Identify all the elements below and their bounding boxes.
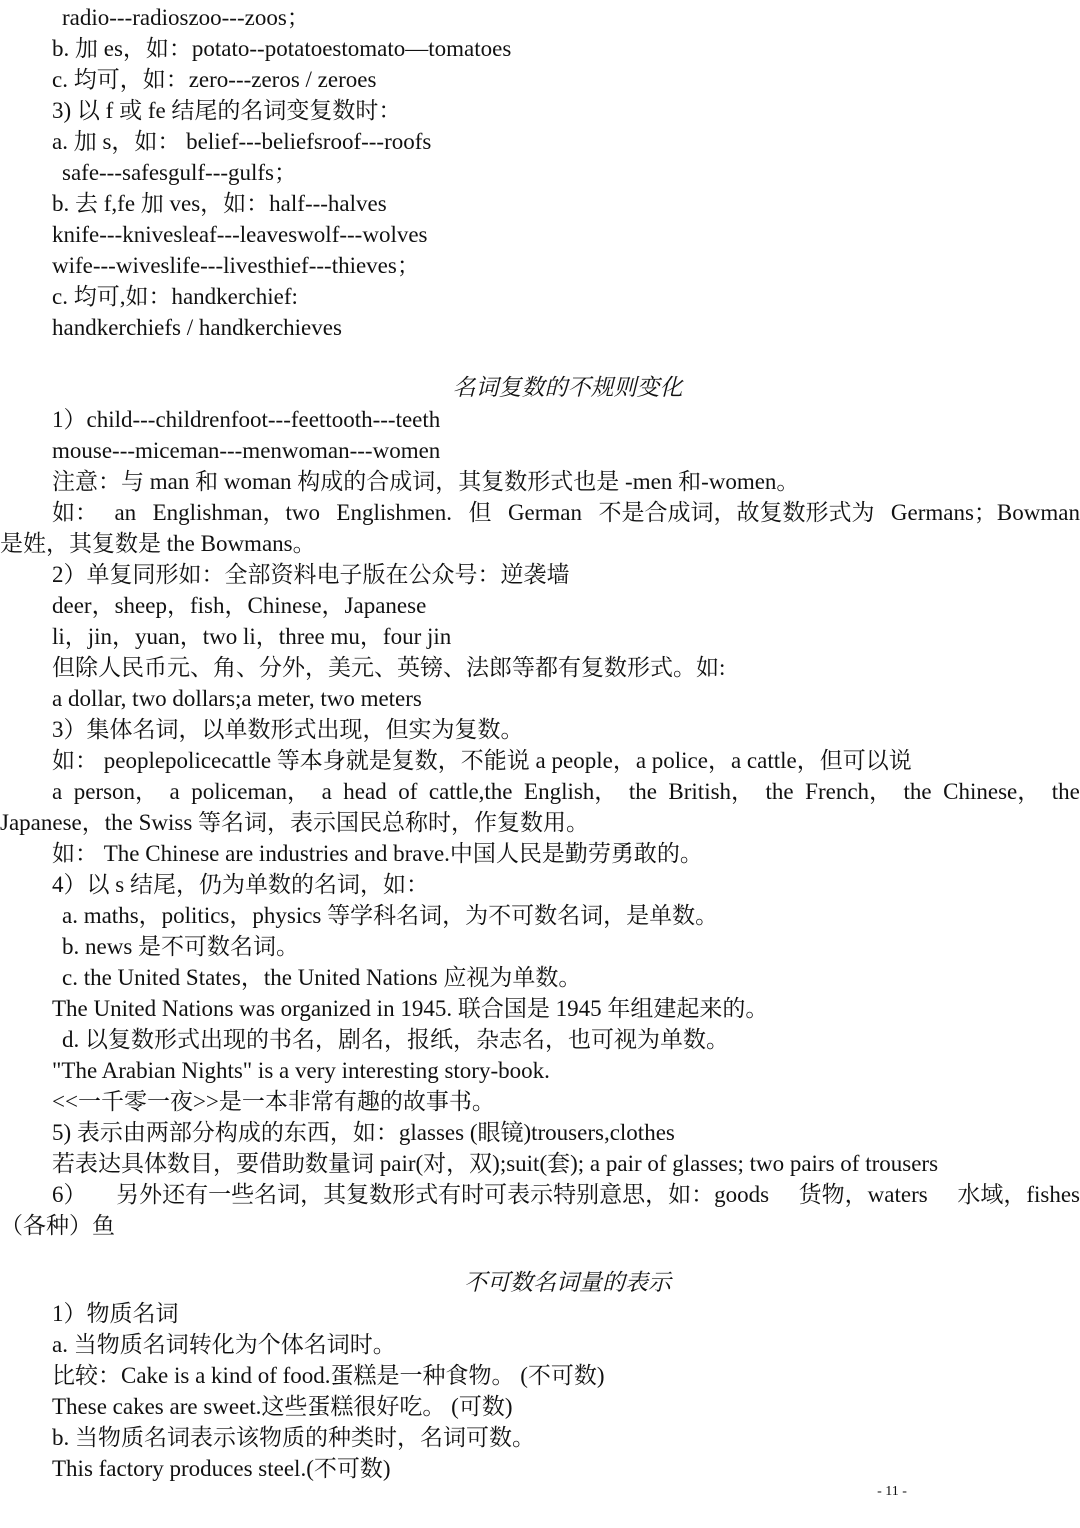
text-line: 3）集体名词，以单数形式出现，但实为复数。 — [52, 717, 524, 742]
text-line: 如： peoplepolicecattle 等本身就是复数，不能说 a people，a police，a cattle，但可以说 — [52, 748, 912, 773]
text-line: a. 加 s，如： belief---beliefsroof---roofs — [52, 129, 432, 154]
word: policeman， — [191, 779, 311, 804]
word: English， — [524, 779, 618, 804]
text-line: c. 均可，如：zero---zeros / zeroes — [52, 67, 377, 92]
text-line: d. 以复数形式出现的书名，剧名，报纸，杂志名，也可视为单数。 — [62, 1027, 729, 1052]
text-line: 比较：Cake is a kind of food.蛋糕是一种食物。 (不可数) — [52, 1363, 605, 1388]
text-line: b. 加 es，如：potato--potatoestomato—tomatoes — [52, 36, 512, 61]
word: the — [628, 779, 657, 804]
text-line: These cakes are sweet.这些蛋糕很好吃。 (可数) — [52, 1394, 513, 1419]
text-line: safe---safesgulf---gulfs； — [62, 160, 298, 185]
word: 如： — [52, 500, 98, 525]
word: an — [114, 500, 137, 525]
text-line: The United Nations was organized in 1945. 联合国是 1945 年组建起来的。 — [52, 996, 769, 1021]
word: 货物，waters — [798, 1182, 928, 1207]
word: Chinese， — [943, 779, 1041, 804]
word: 但 — [468, 500, 492, 525]
word: the — [1051, 779, 1080, 804]
word: head — [343, 779, 387, 804]
text-line: 是姓，其复数是 the Bowmans。 — [0, 531, 316, 556]
word: Germans；Bowman — [890, 500, 1080, 525]
text-line: a. 当物质名词转化为个体名词时。 — [52, 1332, 396, 1357]
word: 另外还有一些名词，其复数形式有时可表示特别意思，如：goods — [116, 1182, 770, 1207]
word: cattle,the — [428, 779, 513, 804]
text-line: 1）物质名词 — [52, 1301, 179, 1326]
text-line: 5) 表示由两部分构成的东西，如：glasses (眼镜)trousers,clothes — [52, 1120, 675, 1145]
word: a — [169, 779, 180, 804]
word: Englishman，two — [152, 500, 320, 525]
text-line: knife---knivesleaf---leaveswolf---wolves — [52, 222, 428, 247]
text-line: c. the United States，the United Nations 应视为单数。 — [62, 965, 582, 990]
text-line: 1）child---childrenfoot---feettooth---teeth — [52, 407, 441, 432]
text-line: 3) 以 f 或 fe 结尾的名词变复数时： — [52, 98, 402, 123]
text-line: b. 当物质名词表示该物质的种类时，名词可数。 — [52, 1425, 535, 1450]
word: of — [398, 779, 418, 804]
word: the — [903, 779, 932, 804]
text-line: 2）单复同形如：全部资料电子版在公众号：逆袭墙 — [52, 562, 570, 587]
text-line: 若表达具体数目，要借助数量词 pair(对，双);suit(套); a pair of glasses; two pairs of trousers — [52, 1151, 939, 1176]
text-line: 4）以 s 结尾，仍为单数的名词，如： — [52, 872, 429, 897]
text-line: mouse---miceman---menwoman---women — [52, 438, 441, 463]
text-line: c. 均可,如：handkerchief: — [52, 284, 298, 309]
text-line: deer，sheep，fish，Chinese，Japanese — [52, 593, 427, 618]
word: person， — [73, 779, 159, 804]
word: German — [507, 500, 583, 525]
text-line: 注意：与 man 和 woman 构成的合成词，其复数形式也是 -men 和-women。 — [52, 469, 800, 494]
page-number: - 11 - — [877, 1484, 907, 1499]
word: 6） — [52, 1182, 87, 1207]
text-line: 但除人民币元、角、分外，美元、英镑、法郎等都有复数形式。如: — [52, 655, 726, 680]
justified-line — [52, 776, 1080, 807]
justified-line — [52, 497, 1080, 528]
word: French， — [805, 779, 893, 804]
text-line: Japanese，the Swiss 等名词，表示国民总称时，作复数用。 — [0, 810, 590, 835]
section-heading: 不可数名词量的表示 — [464, 1270, 671, 1295]
text-line: "The Arabian Nights" is a very interesting story-book. — [52, 1058, 550, 1083]
text-line: a. maths，politics，physics 等学科名词，为不可数名词，是单数。 — [62, 903, 719, 928]
text-line: b. news 是不可数名词。 — [62, 934, 300, 959]
word: the — [765, 779, 794, 804]
text-line: radio---radioszoo---zoos； — [62, 5, 310, 30]
text-line: wife---wiveslife---livesthief---thieves； — [52, 253, 420, 278]
word: British， — [668, 779, 755, 804]
word: 不是合成词，故复数形式为 — [598, 500, 875, 525]
justified-line — [52, 1179, 1080, 1210]
text-line: <<一千零一夜>>是一本非常有趣的故事书。 — [52, 1089, 495, 1114]
word: 水域，fishes — [957, 1182, 1080, 1207]
word: a — [52, 779, 63, 804]
text-line: li，jin，yuan，two li，three mu，four jin — [52, 624, 452, 649]
section-heading: 名词复数的不规则变化 — [452, 375, 683, 400]
text-line: b. 去 f,fe 加 ves，如：half---halves — [52, 191, 387, 216]
text-line: This factory produces steel.(不可数) — [52, 1456, 391, 1481]
word: Englishmen. — [336, 500, 453, 525]
text-line: （各种）鱼 — [0, 1213, 115, 1238]
text-line: handkerchiefs / handkerchieves — [52, 315, 342, 340]
word: a — [321, 779, 332, 804]
text-line: 如： The Chinese are industries and brave.中国人民是勤劳勇敢的。 — [52, 841, 703, 866]
text-line: a dollar, two dollars;a meter, two meters — [52, 686, 422, 711]
